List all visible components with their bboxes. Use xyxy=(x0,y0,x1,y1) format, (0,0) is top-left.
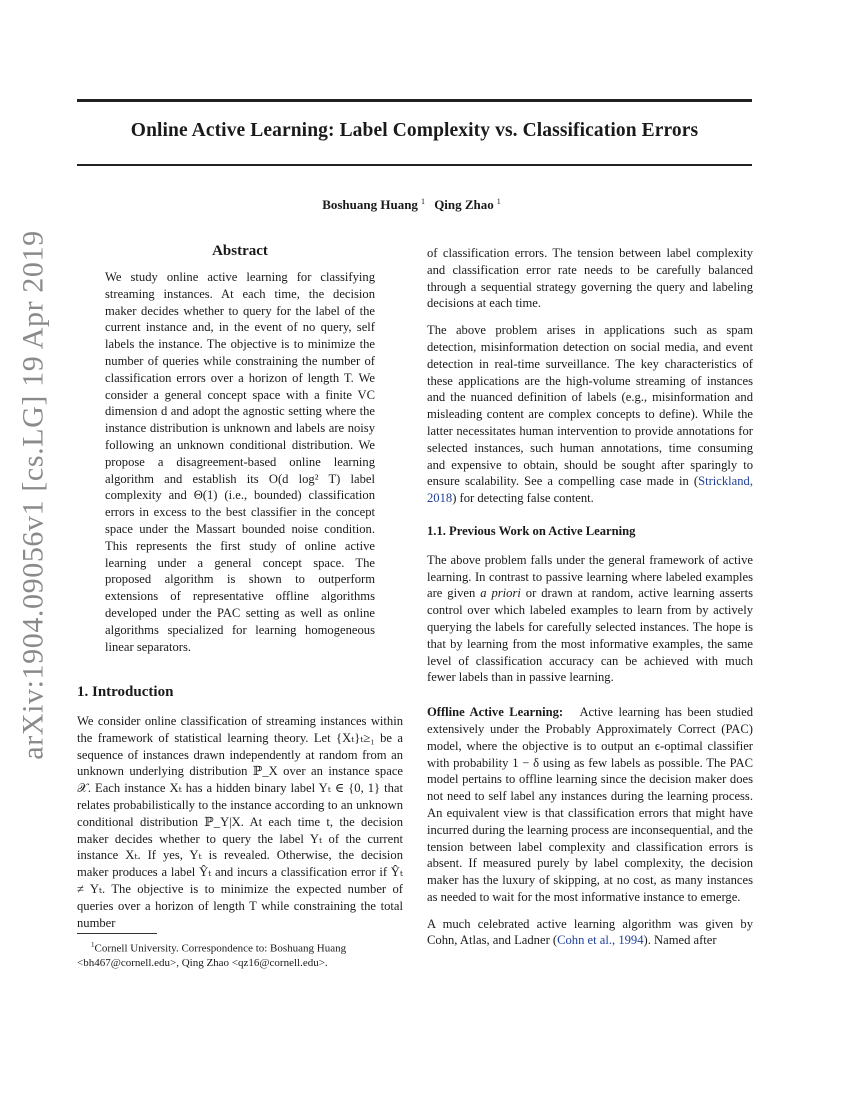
subsection-heading: 1.1. Previous Work on Active Learning xyxy=(427,523,636,538)
paragraph-text: ) for detecting false content. xyxy=(452,491,594,506)
abstract-heading: Abstract xyxy=(212,243,268,259)
paragraph-text: Active learning has been studied extensively under the Probably Approximately Correct (PAC) model, where the objective is to output an ϵ-optimal classifier with probability 1 − δ using as few labels as possible. The PAC model pertains to offline learning since the decision maker does not need to self label any instances during the learning process. An equivalent view is that classification errors that might have incurred during the learning process are inconsequential, and the tension between label complexity and classification errors is absent. If measured purely by label complexity, the decision maker has the luxury of skipping, at no cost, as many instances as needed to wait for the most informative instance to emerge. xyxy=(427,705,753,904)
footnote-rule xyxy=(77,933,157,934)
affiliation-mark: 1 xyxy=(496,197,501,206)
paragraph-text: The above problem arises in applications such as spam detection, misinformation detection on social media, and event detection in real-time surveillance. The key characteristics of these applications are the high-volume streaming of instances and the nuanced definition of labels (e.g., misinformation and misleading content are complex concepts to define). While the latter necessitates human intervention to provide annotations for selected instances, such human annotations, time consuming and expensive to obtain, should be sought after sparingly to ensure scalability. See a compelling case made in ( xyxy=(427,323,753,489)
author-list xyxy=(77,197,752,213)
arxiv-stamp-text: arXiv:1904.09056v1 [cs.LG] 19 Apr 2019 xyxy=(17,230,50,760)
paragraph xyxy=(427,916,753,950)
section-heading: 1. Introduction xyxy=(77,684,174,700)
paragraph-text: The above problem falls under the general framework of active learning. In contrast to passive learning where labeled examples are given xyxy=(427,552,753,601)
affiliation-mark: 1 xyxy=(420,197,425,206)
citation-link[interactable]: Strickland, 2018 xyxy=(427,474,753,506)
top-rule xyxy=(77,99,752,102)
paragraph xyxy=(427,552,753,686)
paper-title: Online Active Learning: Label Complexity vs. Classification Errors xyxy=(130,120,699,141)
paragraph xyxy=(427,322,753,507)
footnote xyxy=(77,938,403,971)
introduction-body xyxy=(77,713,403,931)
paragraph xyxy=(427,704,753,906)
paragraph: of classification errors. The tension between label complexity and classification error rate needs to be carefully balanced through a sequential strategy governing the query and labeling decisions at each time. xyxy=(427,246,753,311)
emphasis-text: a priori xyxy=(480,586,521,601)
introduction-text: We consider online classification of streaming instances within the framework of statistical learning theory. Let {Xₜ}ₜ≥₁ be a sequence of instances drawn independently at random from an unknown underlying distribution ℙ_X over an instance space 𝒳. Each instance Xₜ has a hidden binary label Yₜ ∈ {0, 1} that relates probabilistically to the instance according to an unknown conditional distribution ℙ_Y|X. At each time t, the decision maker decides whether to query the label Yₜ of the current instance Xₜ. If yes, Yₜ is revealed. Otherwise, the decision maker produces a label Ŷₜ and incurs a classification error if Ŷₜ ≠ Yₜ. The objective is to minimize the expected number of queries over a horizon of length T while constraining the total number xyxy=(77,714,404,930)
right-column xyxy=(427,245,753,949)
abstract-text: We study online active learning for classifying streaming instances. At each time, the decision maker decides whether to query for the label of the current instance and, in the event of no query, self labels the instance. The objective is to minimize the number of queries while constraining the number of classification errors over a horizon of length T. We consider a general concept space with a finite VC dimension d and adopt the agnostic setting where the instance distribution is unknown and labels are noisy following an unknown conditional distribution. We propose a disagreement-based online learning algorithm and establish its O(d log² T) label complexity and Θ(1) (i.e., bounded) classification errors in excess to the best classifier in the concept space under the Massart bounded noise condition. This represents the first study of online active learning under a general concept space. The proposed algorithm is shown to outperform extensions of representative offline algorithms developed under the PAC setting as well as online algorithms specialized for learning homogeneous linear separators. xyxy=(105,270,375,654)
footnote-mark: 1 xyxy=(91,941,95,949)
author-name: Qing Zhao xyxy=(434,197,494,212)
author-name: Boshuang Huang xyxy=(322,197,418,212)
paragraph-text: ). Named after xyxy=(643,933,717,948)
citation-link[interactable]: Cohn et al., 1994 xyxy=(557,933,644,948)
footnote-text: Cornell University. Correspondence to: Boshuang Huang <bh467@cornell.edu>, Qing Zhao <qz16@cornell.edu>. xyxy=(77,942,347,970)
arxiv-stamp xyxy=(17,230,50,760)
run-in-heading: Offline Active Learning: xyxy=(427,705,564,720)
paragraph-gap xyxy=(427,686,753,704)
paragraph-text: A much celebrated active learning algorithm was given by Cohn, Atlas, and Ladner ( xyxy=(427,916,753,948)
abstract-body xyxy=(105,269,375,655)
title-bottom-rule xyxy=(77,164,752,166)
paragraph-text: or drawn at random, active learning asserts control over which labeled examples to learn from by actively querying the labels for carefully selected instances. The hope is that by learning from the most informative examples, the same level of classification accuracy can be achieved with much fewer labels than in passive learning. xyxy=(427,586,753,685)
